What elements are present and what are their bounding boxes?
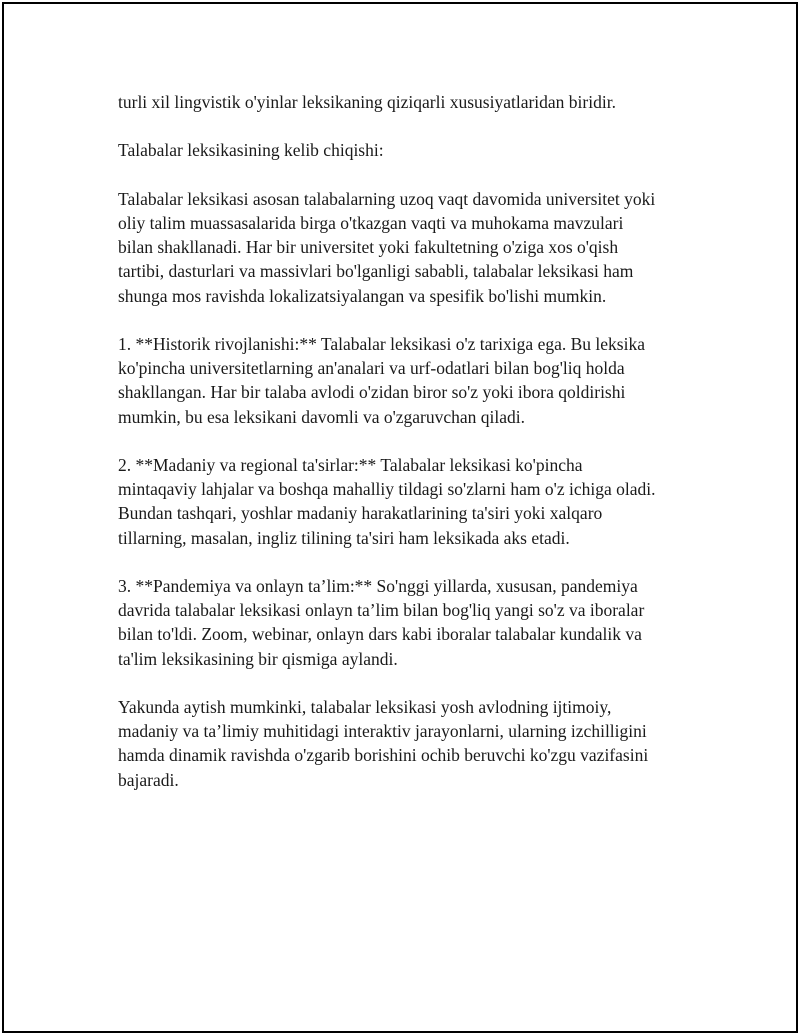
list-item-cultural: 2. **Madaniy va regional ta'sirlar:** Talabalar leksikasi ko'pincha mintaqaviy lahjalar va boshqa mahalliy tildagi so'zlarni ham o'z ichiga oladi. Bundan tashqari, yoshlar madaniy harakatlarining ta'siri yoki xalqaro tillarning, masalan, ingliz tilining ta'siri ham leksikada aks etadi. [118, 454, 656, 548]
paragraph-origin: Talabalar leksikasi asosan talabalarning uzoq vaqt davomida universitet yoki oliy talim muassasalarida birga o'tkazgan vaqti va muhokama mavzulari bilan shakllanadi. Har bir universitet yoki fakultetning o'ziga xos o'qish tartibi, dasturlari va massivlari bo'lganligi sababli, talabalar leksikasi ham shunga mos ravishda lokalizatsiyalangan va spesifik bo'lishi mumkin. [118, 188, 656, 306]
list-item-pandemic: 3. **Pandemiya va onlayn ta’lim:** So'nggi yillarda, xususan, pandemiya davrida talabalar leksikasi onlayn ta’lim bilan bog'liq yangi so'z va iboralar bilan to'ldi. Zoom, webinar, onlayn dars kabi iboralar talabalar kundalik va ta'lim leksikasining bir qismiga aylandi. [118, 575, 645, 669]
list-item-historical: 1. **Historik rivojlanishi:** Talabalar leksikasi o'z tarixiga ega. Bu leksika ko'pincha universitetlarning an'analari va urf-odatlari bilan bog'liq holda shakllangan. Har bir talaba avlodi o'zidan biror so'z yoki ibora qoldirishi mumkin, bu esa leksikani davomli va o'zgaruvchan qiladi. [118, 333, 645, 427]
paragraph-intro-line: turli xil lingvistik o'yinlar leksikaning qiziqarli xususiyatlaridan biridir. [118, 92, 616, 112]
document-body [118, 90, 690, 816]
section-heading-origin: Talabalar leksikasining kelib chiqishi: [118, 140, 384, 161]
paragraph-conclusion: Yakunda aytish mumkinki, talabalar leksikasi yosh avlodning ijtimoiy, madaniy va ta’limiy muhitidagi interaktiv jarayonlarni, ularning izchilligini hamda dinamik ravishda o'zgarib borishini ochib beruvchi ko'zgu vazifasini bajaradi. [118, 696, 649, 790]
